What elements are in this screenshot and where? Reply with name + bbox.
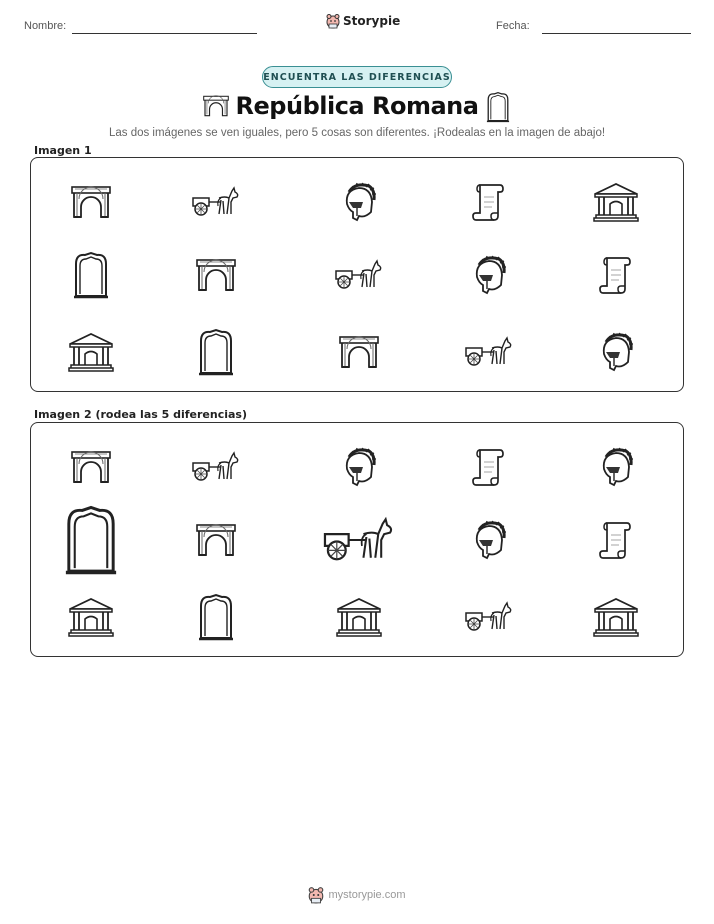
image2-scroll-icon[interactable] (472, 447, 506, 487)
image1-scroll-icon (599, 255, 633, 295)
brand-logo (326, 13, 400, 29)
image1-chariot-icon (334, 259, 384, 291)
image2-helmet-icon[interactable] (471, 520, 507, 560)
date-label: Fecha: (496, 20, 530, 32)
image1-scroll-icon (472, 182, 506, 222)
image2-aqueduct-icon[interactable] (71, 450, 111, 484)
image1-temple-icon (593, 182, 639, 222)
image1-temple-icon (68, 332, 114, 372)
image2-arch-icon[interactable] (64, 506, 118, 574)
image1-helmet-icon (471, 255, 507, 295)
image2-arch-icon[interactable] (198, 594, 234, 640)
storypie-mascot-icon (308, 886, 324, 904)
image1-label: Imagen 1 (34, 144, 92, 157)
image2-chariot-icon[interactable] (322, 516, 396, 564)
image2-panel[interactable] (30, 422, 684, 657)
name-field[interactable] (72, 33, 257, 34)
image2-scroll-icon[interactable] (599, 520, 633, 560)
footer (0, 886, 714, 904)
image2-chariot-icon[interactable] (464, 601, 514, 633)
image1-helmet-icon (341, 182, 377, 222)
brand-name: Storypie (343, 14, 401, 28)
name-label: Nombre: (24, 20, 67, 32)
image2-helmet-icon[interactable] (598, 447, 634, 487)
activity-badge: ENCUENTRA LAS DIFERENCIAS (262, 66, 452, 88)
image2-label: Imagen 2 (rodea las 5 diferencias) (34, 408, 248, 421)
footer-url: mystorypie.com (328, 889, 406, 901)
image2-helmet-icon[interactable] (341, 447, 377, 487)
image1-panel (30, 157, 684, 392)
image2-chariot-icon[interactable] (191, 451, 241, 483)
image1-aqueduct-icon (196, 258, 236, 292)
image1-aqueduct-icon (339, 335, 379, 369)
image1-chariot-icon (191, 186, 241, 218)
image2-temple-icon[interactable] (593, 597, 639, 637)
page-title: República Romana (235, 92, 479, 120)
image2-temple-icon[interactable] (68, 597, 114, 637)
title-arch-icon (486, 92, 510, 122)
image1-aqueduct-icon (71, 185, 111, 219)
image2-aqueduct-icon[interactable] (196, 523, 236, 557)
instructions: Las dos imágenes se ven iguales, pero 5 cosas son diferentes. ¡Rodealas en la imagen de abajo! (108, 127, 606, 139)
image1-arch-icon (73, 252, 109, 298)
image1-arch-icon (198, 329, 234, 375)
storypie-mascot-icon (326, 13, 340, 29)
image1-helmet-icon (598, 332, 634, 372)
image2-temple-icon[interactable] (336, 597, 382, 637)
image1-chariot-icon (464, 336, 514, 368)
date-field[interactable] (542, 33, 691, 34)
